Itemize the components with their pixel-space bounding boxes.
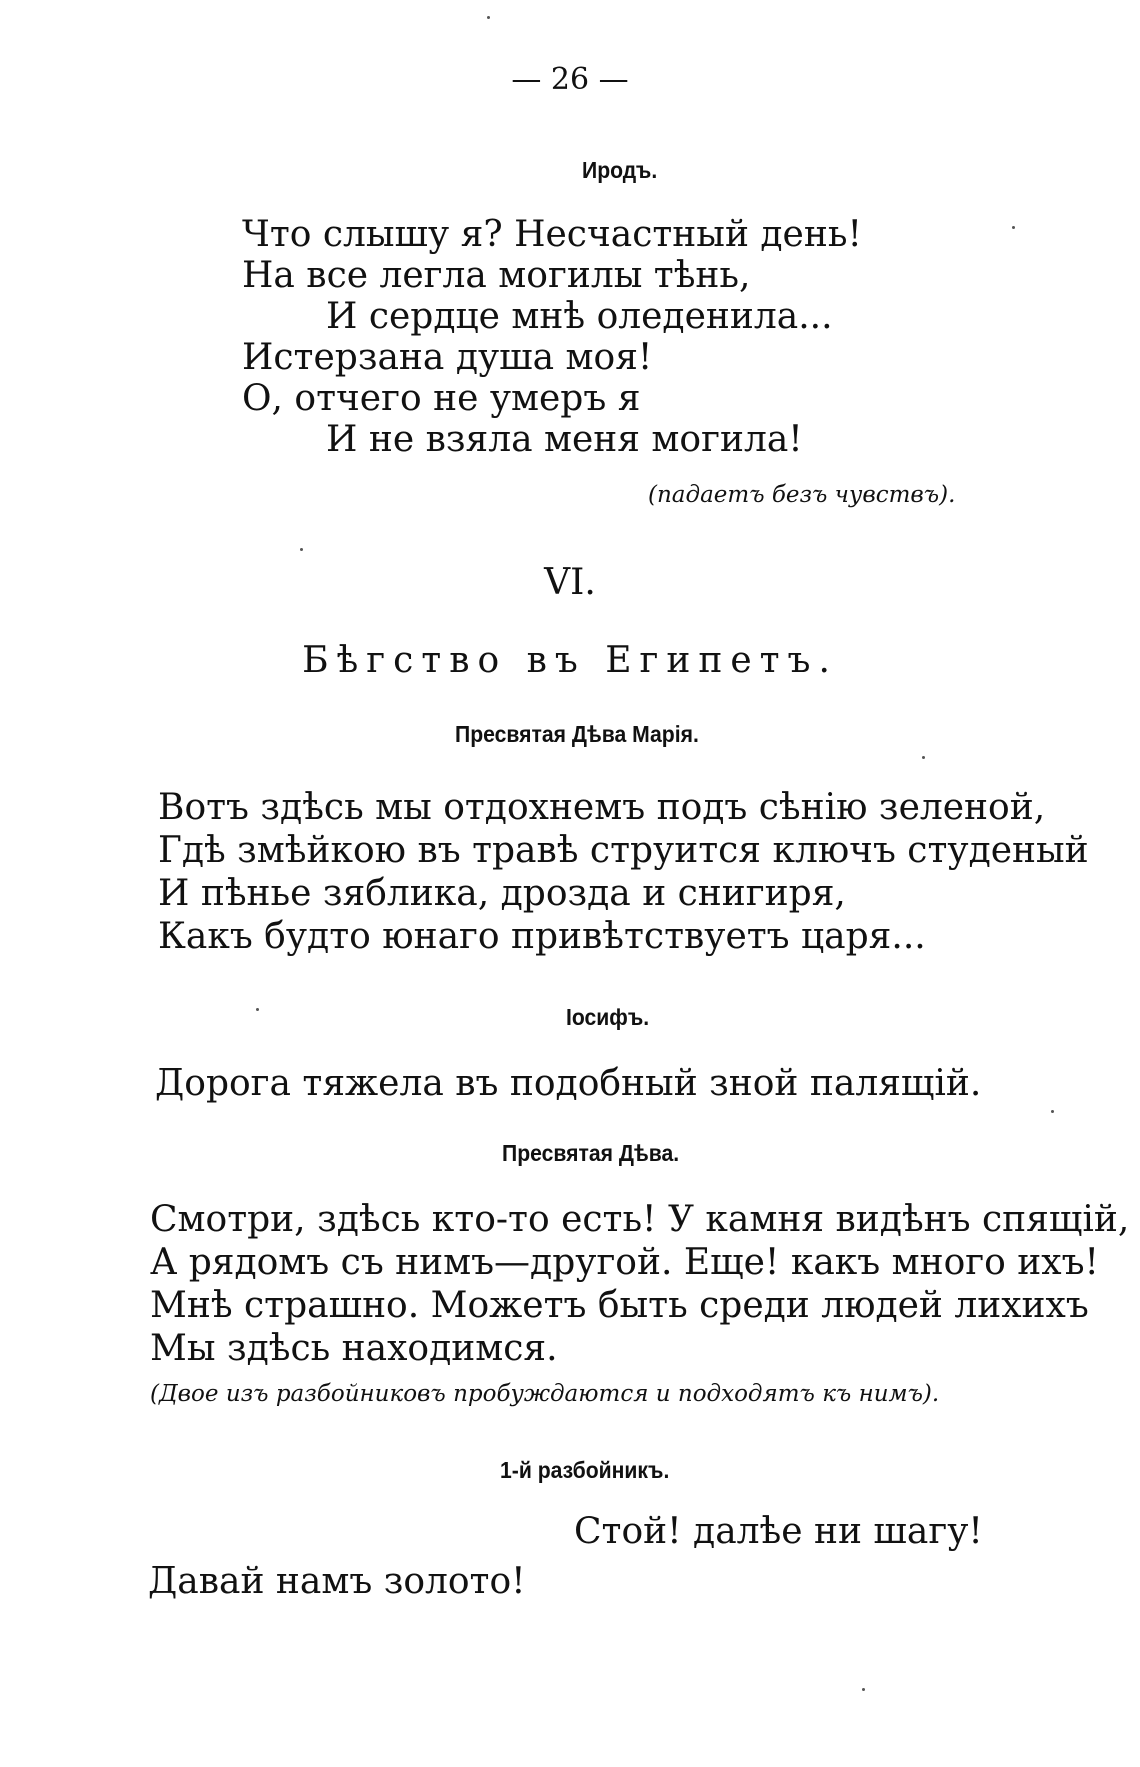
verse-line: И пѣнье зяблика, дрозда и снигиря,: [158, 873, 846, 914]
verse-line: Какъ будто юнаго привѣтствуетъ царя...: [158, 916, 926, 957]
scan-speck: [922, 756, 925, 759]
speaker-herod: Иродъ.: [582, 157, 658, 183]
page-number: — 26 —: [511, 62, 629, 97]
stage-direction-robbers: (Двое изъ разбойниковъ пробуждаются и подходятъ къ нимъ).: [150, 1381, 940, 1407]
verse-line: Что слышу я? Несчастный день!: [242, 214, 862, 255]
scan-speck: [300, 548, 303, 551]
verse-line: Мы здѣсь находимся.: [150, 1328, 558, 1369]
scan-speck: [1051, 1110, 1054, 1113]
speaker-virgin: Пресвятая Дѣва.: [502, 1140, 680, 1166]
verse-line: Истерзана душа моя!: [242, 337, 653, 378]
speaker-joseph: Іосифъ.: [566, 1004, 650, 1030]
robber-line-2: Давай намъ золото!: [148, 1561, 526, 1602]
verse-line: Гдѣ змѣйкою въ травѣ струится ключъ студеный: [158, 830, 1089, 871]
herod-verse: [242, 214, 862, 460]
verse-line: И сердце мнѣ оледенила...: [326, 296, 833, 337]
speaker-robber: 1-й разбойникъ.: [500, 1457, 670, 1483]
verse-line: На все легла могилы тѣнь,: [242, 255, 751, 296]
verse-line: И не взяла меня могила!: [326, 419, 803, 460]
speaker-mary: Пресвятая Дѣва Марія.: [455, 721, 699, 747]
verse-line: Смотри, здѣсь кто-то есть! У камня видѣнъ спящій,: [150, 1199, 1130, 1240]
verse-line: О, отчего не умеръ я: [242, 378, 641, 419]
joseph-line: Дорога тяжела въ подобный зной палящій.: [155, 1063, 982, 1104]
scan-speck: [487, 16, 490, 19]
verse-line: Мнѣ страшно. Можетъ быть среди людей лихихъ: [150, 1285, 1089, 1326]
stage-direction-herod: (падаетъ безъ чувствъ).: [648, 482, 956, 508]
scan-speck: [862, 1688, 865, 1691]
verse-line: Вотъ здѣсь мы отдохнемъ подъ сѣнію зеленой,: [158, 787, 1046, 828]
mary-verse-1: [158, 786, 1089, 958]
scene-title: Бѣгство въ Египетъ.: [302, 640, 838, 681]
mary-verse-2: [150, 1198, 1129, 1370]
verse-line: А рядомъ съ нимъ—другой. Еще! какъ много ихъ!: [150, 1242, 1099, 1283]
robber-line-1: Стой! далѣе ни шагу!: [574, 1511, 983, 1552]
scan-speck: [1012, 226, 1015, 229]
scan-speck: [256, 1008, 259, 1011]
act-number: VI.: [544, 562, 596, 603]
